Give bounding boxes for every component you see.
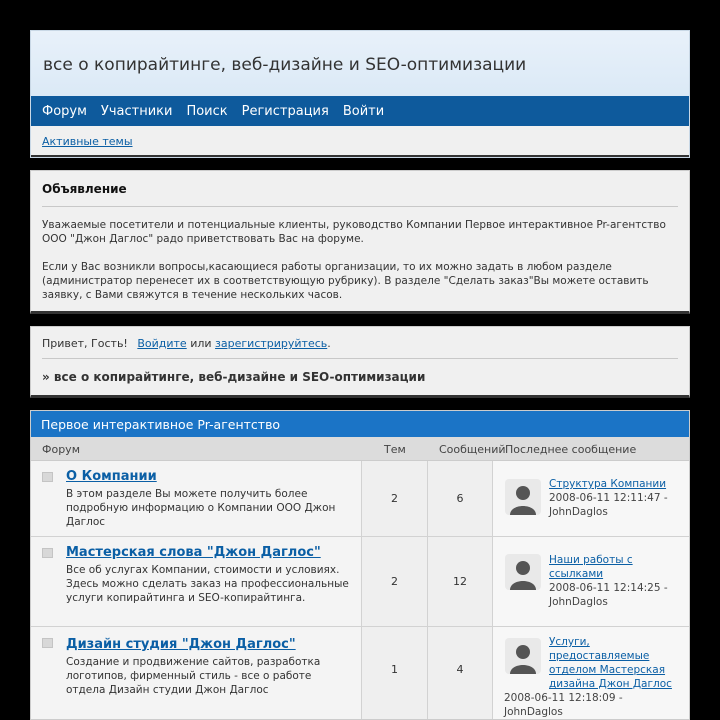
posts-count: 4	[428, 627, 493, 720]
announcement-body	[42, 207, 678, 302]
col-forum: Форум	[42, 443, 80, 456]
forum-link[interactable]: Мастерская слова "Джон Даглос"	[66, 545, 321, 560]
forum-description: В этом разделе Вы можете получить более подробную информацию о Компании ООО Джон Даглос	[66, 488, 336, 528]
main-menu	[31, 96, 689, 126]
sub-nav	[31, 126, 689, 157]
announcement-paragraph: Уважаемые посетители и потенциальные клиенты, руководство Компании Первое интерактивное Pr-агентство ООО "Джон Даглос" радо приветствовать Вас на форуме.	[42, 219, 666, 245]
forum-link[interactable]: Дизайн студия "Джон Даглос"	[66, 637, 296, 652]
forum-row	[31, 537, 689, 627]
breadcrumb: » все о копирайтинге, веб-дизайне и SEO-оптимизации	[42, 370, 426, 384]
or-text: или	[190, 337, 212, 350]
last-post-cell	[493, 537, 689, 626]
period-text: .	[327, 337, 331, 350]
guest-greeting	[42, 337, 678, 359]
site-header	[30, 30, 690, 158]
forum-unread-icon	[42, 638, 53, 648]
forum-row	[31, 461, 689, 537]
forum-description: Создание и продвижение сайтов, разработка логотипов, фирменный стиль - все о работе отдела Дизайн студии Джон Даглос	[66, 656, 321, 696]
forum-info-cell	[31, 537, 362, 626]
active-topics-link[interactable]: Активные темы	[42, 135, 133, 148]
forum-link[interactable]: О Компании	[66, 469, 157, 484]
forum-info-cell	[31, 461, 362, 536]
last-post-date: 2008-06-11 12:18:09 -	[504, 692, 623, 704]
menu-login[interactable]: Войти	[342, 103, 385, 119]
category-header[interactable]: Первое интерактивное Pr-агентство	[31, 411, 689, 437]
topics-count: 2	[362, 461, 428, 536]
col-last-post: Последнее сообщение	[505, 443, 637, 456]
greeting-text: Привет, Гость!	[42, 337, 128, 350]
col-topics: Тем	[384, 443, 406, 456]
posts-count: 6	[428, 461, 493, 536]
column-headers	[31, 437, 689, 461]
last-post-cell	[493, 627, 689, 720]
forum-row	[31, 627, 689, 720]
last-post-author[interactable]: JohnDaglos	[504, 706, 563, 718]
announcement-heading: Объявление	[42, 182, 678, 207]
login-link[interactable]: Войдите	[137, 337, 187, 350]
user-avatar-icon[interactable]	[505, 479, 541, 515]
welcome-panel	[30, 326, 690, 398]
posts-count: 12	[428, 537, 493, 626]
menu-members[interactable]: Участники	[100, 103, 173, 119]
last-post-date: 2008-06-11 12:14:25 -	[549, 582, 668, 594]
forum-unread-icon	[42, 548, 53, 558]
user-avatar-icon[interactable]	[505, 554, 541, 590]
menu-register[interactable]: Регистрация	[241, 103, 329, 119]
user-avatar-icon[interactable]	[505, 638, 541, 674]
announcement-panel	[30, 170, 690, 314]
forum-description: Все об услугах Компании, стоимости и условиях. Здесь можно сделать заказ на профессиональные услуги копирайтинга и SEO-копирайтинга.	[66, 564, 349, 604]
last-post-author[interactable]: JohnDaglos	[549, 506, 608, 518]
forum-info-cell	[31, 627, 362, 720]
topics-count: 2	[362, 537, 428, 626]
announcement-paragraph: Если у Вас возникли вопросы,касающиеся работы организации, то их можно задать в любом разделе (администратор перенесет их в соответствующую рубрику). В разделе "Сделать заказ"Вы можете оставить заявку, с Вами свяжутся в течение нескольких часов.	[42, 261, 649, 301]
last-post-link[interactable]: Наши работы с ссылками	[549, 554, 633, 580]
last-post-date: 2008-06-11 12:11:47 -	[549, 492, 668, 504]
last-post-cell	[493, 461, 689, 536]
forum-category-table	[30, 410, 690, 720]
register-link[interactable]: зарегистрируйтесь	[215, 337, 328, 350]
last-post-link[interactable]: Услуги, предоставляемые отделом Мастерская дизайна Джон Даглос	[549, 636, 672, 690]
forum-unread-icon	[42, 472, 53, 482]
site-title: все о копирайтинге, веб-дизайне и SEO-оптимизации	[31, 31, 689, 96]
col-posts: Сообщений	[439, 443, 506, 456]
menu-forum[interactable]: Форум	[42, 103, 87, 119]
menu-search[interactable]: Поиск	[186, 103, 228, 119]
topics-count: 1	[362, 627, 428, 720]
last-post-author[interactable]: JohnDaglos	[549, 596, 608, 608]
last-post-link[interactable]: Структура Компании	[549, 478, 667, 490]
